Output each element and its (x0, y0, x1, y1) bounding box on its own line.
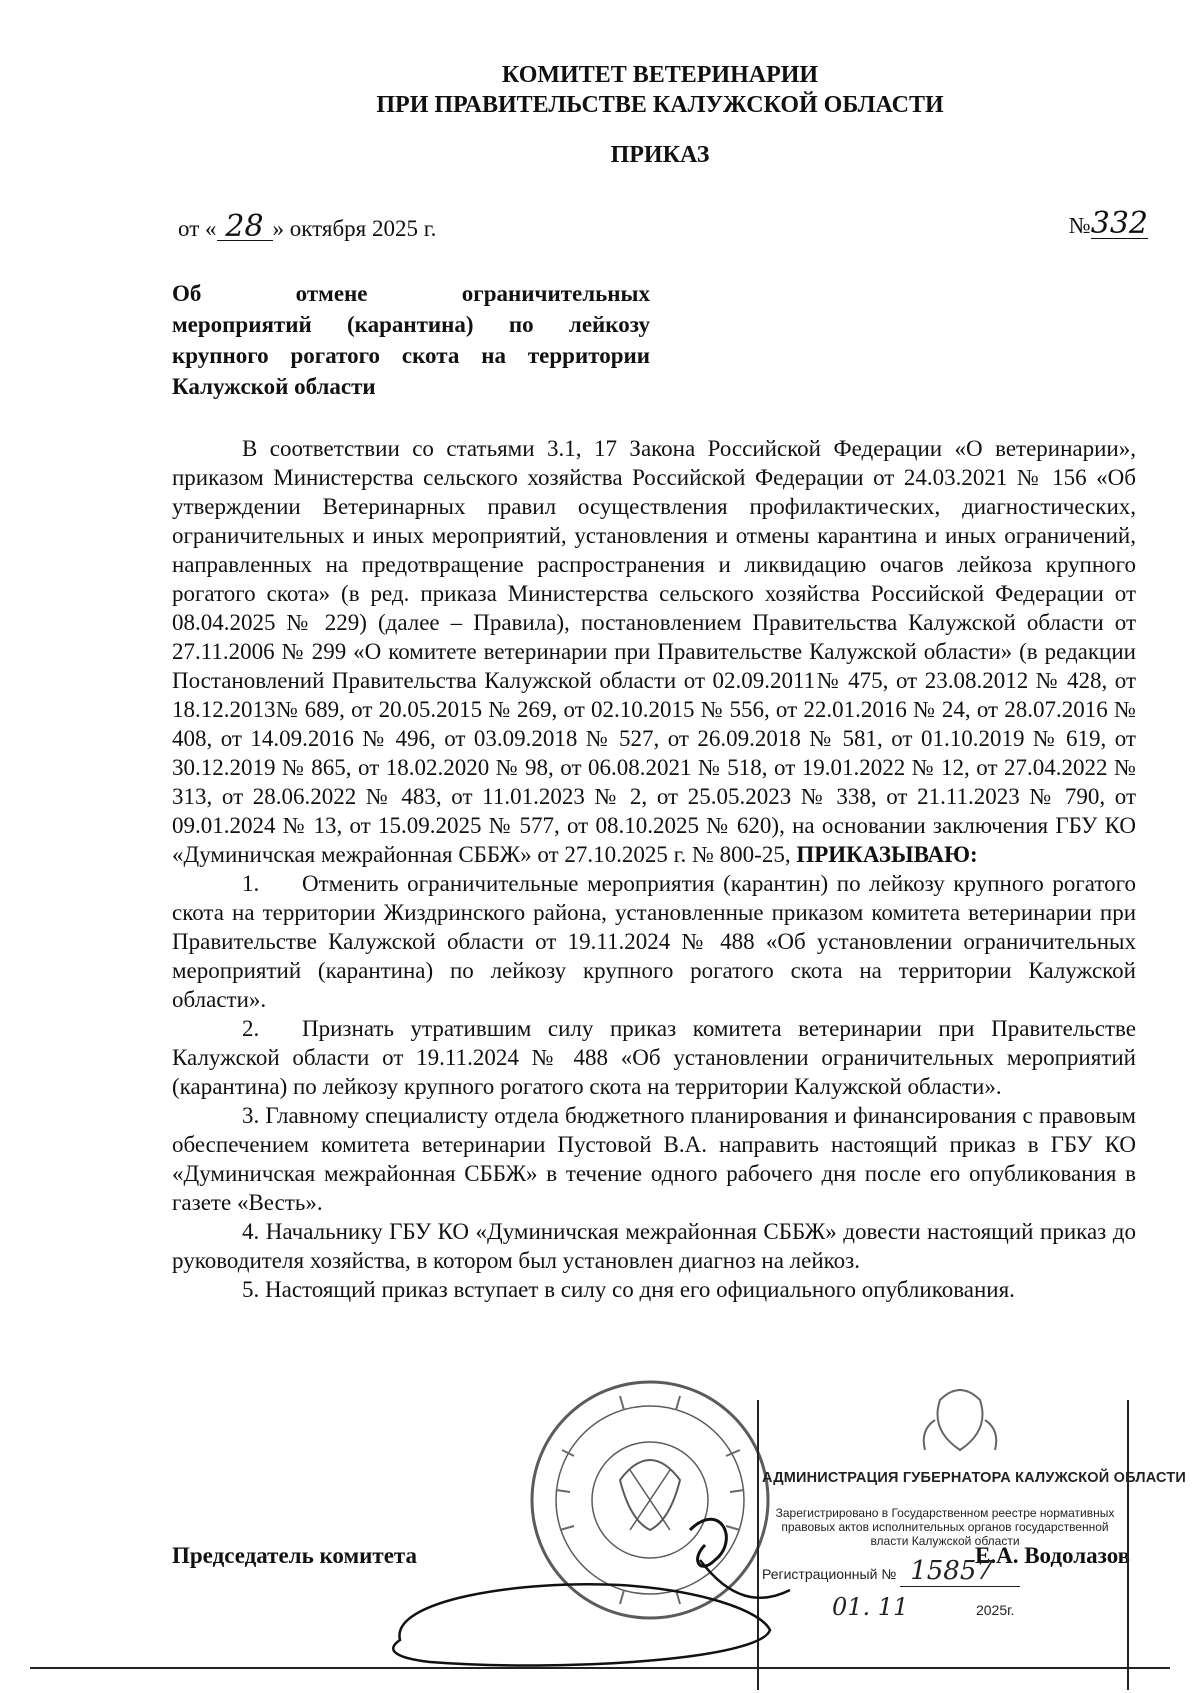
registration-stamp-emblem (924, 1390, 997, 1450)
order-subject (172, 278, 650, 402)
registration-text: Зарегистрировано в Государственном реестре нормативных правовых актов исполнительных органов государственной власти Калужской области (775, 1506, 1115, 1548)
decree-word: ПРИКАЗЫВАЮ: (796, 842, 978, 867)
order-item-5 (172, 1275, 1136, 1304)
item-number: 5. (242, 1277, 260, 1302)
handwritten-registration-date: 01. 11 (832, 1593, 909, 1621)
item-number: 4. (242, 1219, 260, 1244)
date-prefix: от « (178, 216, 217, 241)
page-bottom-rule (30, 1667, 1170, 1669)
order-body (172, 434, 1136, 1304)
handwritten-signature (393, 1519, 790, 1665)
registration-number (762, 1556, 1128, 1587)
handwritten-number: 332 (1090, 206, 1148, 241)
order-item-2 (172, 1014, 1136, 1101)
issuer-name: КОМИТЕТ ВЕТЕРИНАРИИ (501, 62, 819, 88)
registration-stamp (762, 1470, 1187, 1621)
order-item-4 (172, 1217, 1136, 1275)
item-number: 2. (242, 1016, 260, 1041)
registration-year: 2025г. (975, 1602, 1015, 1618)
registration-date (832, 1593, 1128, 1621)
handwritten-registration-number: 15857 (900, 1556, 1020, 1587)
registration-authority: АДМИНИСТРАЦИЯ ГУБЕРНАТОРА КАЛУЖСКОЙ ОБЛАСТИ (762, 1470, 1187, 1486)
preamble-paragraph (172, 434, 1136, 869)
item-text: Настоящий приказ вступает в силу со дня его официального опубликования. (265, 1277, 1015, 1302)
order-date (178, 209, 437, 244)
subject-rest: мероприятий (карантина) по лейкозу крупного рогатого скота на территории Калужской области (172, 312, 650, 399)
round-seal (532, 1382, 768, 1618)
item-text: Отменить ограничительные мероприятия (карантин) по лейкозу крупного рогатого скота на территории Жиздринского района, установленные приказом комитета ветеринарии при Правительстве Калужской области от 19.11.2024 № 488 «Об установлении ограничительных мероприятий (карантина) по лейкозу крупного рогатого скота на территории Калужской области». (172, 871, 1136, 1012)
item-text: Начальнику ГБУ КО «Думиничская межрайонная СББЖ» довести настоящий приказ до руководителя хозяйства, в котором был установлен диагноз на лейкоз. (172, 1219, 1136, 1273)
document-type: ПРИКАЗ (610, 142, 710, 168)
registration-number-label: Регистрационный № (762, 1566, 897, 1582)
order-number (1068, 206, 1148, 241)
signatory-title: Председатель комитета (172, 1543, 417, 1568)
item-text: Главному специалисту отдела бюджетного планирования и финансирования с правовым обеспечением комитета ветеринарии Пустовой В.А. направить настоящий приказ в ГБУ КО «Думиничская межрайонная СББЖ» в течение одного рабочего дня после его опубликования в газете «Весть». (172, 1103, 1136, 1215)
number-prefix: № (1068, 213, 1091, 238)
item-text: Признать утратившим силу приказ комитета ветеринарии при Правительстве Калужской области от 19.11.2024 № 488 «Об установлении ограничительных мероприятий (карантина) по лейкозу крупного рогатого скота на территории Калужской области». (172, 1016, 1136, 1099)
preamble-text: В соответствии со статьями 3.1, 17 Закона Российской Федерации «О ветеринарии», приказом Министерства сельского хозяйства Российской Федерации от 24.03.2021 № 156 «Об утверждении Ветеринарных правил осуществления профилактических, диагностических, ограничительных и иных мероприятий, установления и отмены карантина и иных ограничений, направленных на предотвращение распространения и ликвидацию очагов лейкоза крупного рогатого скота» (в ред. приказа Министерства сельского хозяйства Российской Федерации от 08.04.2025 № 229) (далее – Правила), постановлением Правительства Калужской области от 27.11.2006 № 299 «О комитете ветеринарии при Правительстве Калужской области» (в редакции Постановлений Правительства Калужской области от 02.09.2011№ 475, от 23.08.2012 № 428, от 18.12.2013№ 689, от 20.05.2015 № 269, от 02.10.2015 № 556, от 22.01.2016 № 24, от 28.07.2016 № 408, от 14.09.2016 № 496, от 03.09.2018 № 527, от 26.09.2018 № 581, от 01.10.2019 № 619, от 30.12.2019 № 865, от 18.02.2020 № 98, от 06.08.2021 № 518, от 19.01.2022 № 12, от 27.04.2022 № 313, от 28.06.2022 № 483, от 11.01.2023 № 2, от 25.05.2023 № 338, от 21.11.2023 № 790, от 09.01.2024 № 13, от 15.09.2025 № 577, от 08.10.2025 № 620), на основании заключения ГБУ КО «Думиничская межрайонная СББЖ» от 27.10.2025 г. № 800-25, (172, 436, 1136, 867)
handwritten-day: 28 (217, 214, 273, 241)
subject-line-1: Об отмене ограничительных (172, 281, 650, 306)
issuer-subtitle: ПРИ ПРАВИТЕЛЬСТВЕ КАЛУЖСКОЙ ОБЛАСТИ (376, 92, 944, 118)
item-number: 1. (242, 871, 260, 896)
order-item-1 (172, 869, 1136, 1014)
order-item-3 (172, 1101, 1136, 1217)
signatory-name: Е.А. Водолазов (975, 1543, 1131, 1568)
item-number: 3. (242, 1103, 260, 1128)
date-suffix: » октября 2025 г. (272, 216, 437, 241)
